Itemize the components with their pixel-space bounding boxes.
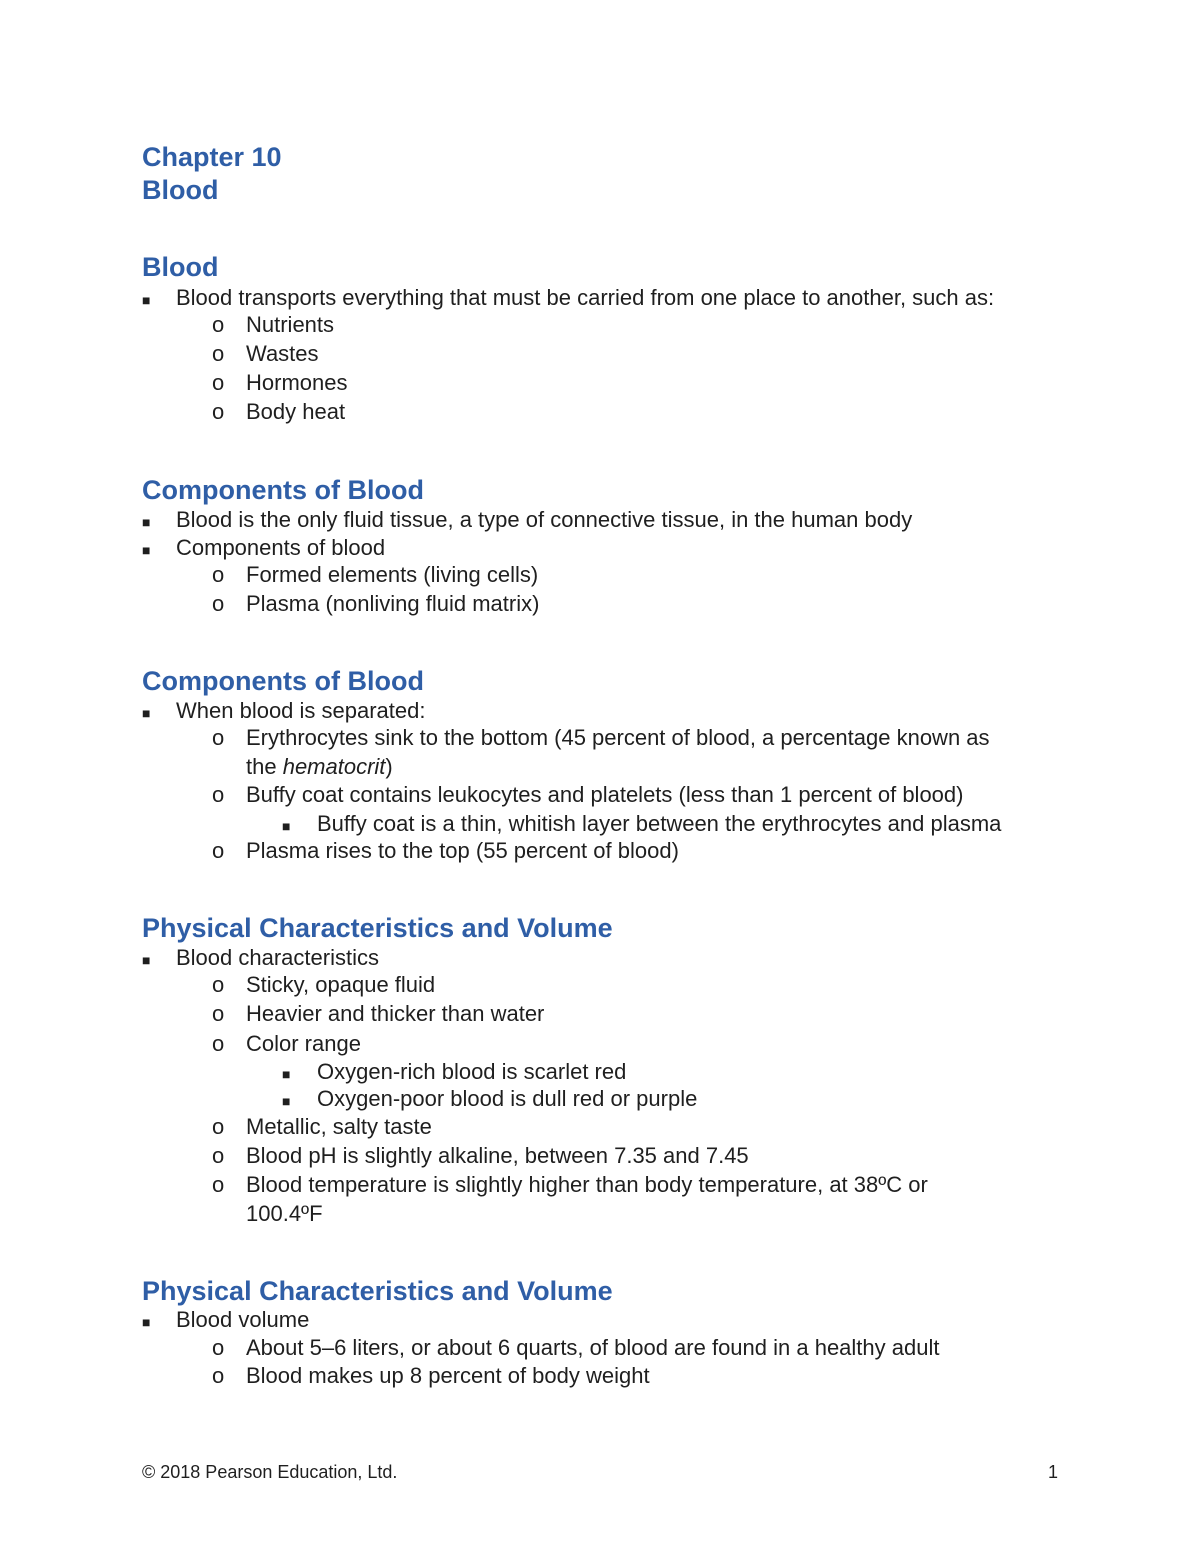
list-item: Heavier and thicker than water [246,1001,545,1026]
list-item-continuation: 100.4ºF [246,1201,323,1226]
circle-bullet-icon: o [212,1172,225,1197]
square-bullet-icon: ■ [142,514,151,530]
circle-bullet-icon: o [212,341,225,366]
list-item: Buffy coat contains leukocytes and platelets (less than 1 percent of blood) [246,782,964,807]
list-item: Buffy coat is a thin, whitish layer between the erythrocytes and plasma [317,811,1002,836]
list-item: Hormones [246,370,348,395]
list-item: Erythrocytes sink to the bottom (45 percent of blood, a percentage known as [246,725,990,750]
list-item: Wastes [246,341,319,366]
circle-bullet-icon: o [212,399,225,424]
section-heading: Physical Characteristics and Volume [142,1276,613,1306]
list-item: When blood is separated: [176,698,426,723]
square-bullet-icon: ■ [142,542,151,558]
list-item: Plasma rises to the top (55 percent of blood) [246,838,679,863]
circle-bullet-icon: o [212,312,225,337]
circle-bullet-icon: o [212,1335,225,1360]
list-item: Blood characteristics [176,945,379,970]
list-item: Metallic, salty taste [246,1114,432,1139]
square-bullet-icon: ■ [142,1314,151,1330]
list-item: Body heat [246,399,346,424]
square-bullet-icon: ■ [282,818,291,834]
list-item: Oxygen-poor blood is dull red or purple [317,1086,698,1111]
list-item: Blood pH is slightly alkaline, between 7.35 and 7.45 [246,1143,749,1168]
circle-bullet-icon: o [212,1363,225,1388]
circle-bullet-icon: o [212,370,225,395]
chapter-subtitle: Blood [142,175,219,205]
hematocrit-term: hematocrit [282,754,386,779]
circle-bullet-icon: o [212,838,225,863]
list-item: Blood temperature is slightly higher than body temperature, at 38ºC or [246,1172,928,1197]
circle-bullet-icon: o [212,972,225,997]
circle-bullet-icon: o [212,1031,225,1056]
page-number: 1 [1048,1462,1059,1482]
circle-bullet-icon: o [212,1114,225,1139]
circle-bullet-icon: o [212,782,225,807]
list-item: Formed elements (living cells) [246,562,539,587]
circle-bullet-icon: o [212,1143,225,1168]
list-item: Components of blood [176,535,386,560]
circle-bullet-icon: o [212,562,225,587]
section-heading: Blood [142,252,219,282]
circle-bullet-icon: o [212,591,225,616]
list-item: Blood makes up 8 percent of body weight [246,1363,650,1388]
circle-bullet-icon: o [212,1001,225,1026]
copyright-notice: © 2018 Pearson Education, Ltd. [142,1462,398,1482]
section-heading: Components of Blood [142,666,424,696]
list-item: About 5–6 liters, or about 6 quarts, of blood are found in a healthy adult [246,1335,940,1360]
square-bullet-icon: ■ [142,705,151,721]
section-heading: Physical Characteristics and Volume [142,913,613,943]
chapter-title: Chapter 10 [142,142,282,172]
square-bullet-icon: ■ [282,1066,291,1082]
square-bullet-icon: ■ [142,952,151,968]
circle-bullet-icon: o [212,725,225,750]
list-item: Plasma (nonliving fluid matrix) [246,591,540,616]
square-bullet-icon: ■ [142,292,151,308]
list-item: Blood volume [176,1307,310,1332]
list-item: Blood is the only fluid tissue, a type of connective tissue, in the human body [176,507,913,532]
list-item: Oxygen-rich blood is scarlet red [317,1059,627,1084]
list-item: Blood transports everything that must be carried from one place to another, such as: [176,285,995,310]
square-bullet-icon: ■ [282,1093,291,1109]
list-item-continuation: the hematocrit) [246,754,393,779]
list-item: Color range [246,1031,361,1056]
section-heading: Components of Blood [142,475,424,505]
list-item: Nutrients [246,312,335,337]
list-item: Sticky, opaque fluid [246,972,436,997]
